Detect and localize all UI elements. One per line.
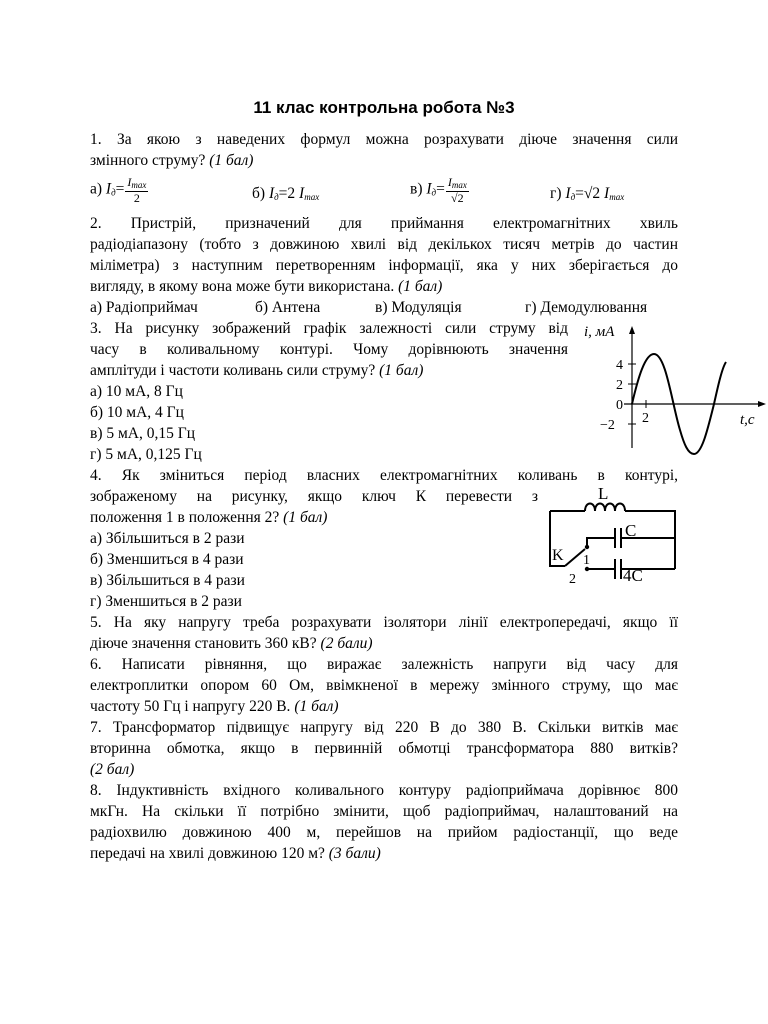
formula-symbol: I: [604, 185, 610, 202]
q6-points: (1 бал): [294, 698, 339, 715]
formula-eq: =: [278, 185, 288, 202]
graph-tick-label-0: 0: [616, 398, 623, 413]
q3-option-b: б) 10 мА, 4 Гц: [90, 404, 184, 421]
q4-points: (1 бал): [283, 509, 328, 526]
graph-x-arrow: [758, 401, 766, 407]
formula-sub: д: [274, 192, 279, 202]
formula-symbol: I: [565, 185, 571, 202]
q2-points: (1 бал): [398, 278, 443, 295]
capacitor-4c-label: 4C: [623, 566, 643, 585]
q5-text: діюче значення становить 360 кВ?: [90, 635, 317, 652]
formula-eq: =: [115, 180, 125, 198]
switch-key-lever: [565, 549, 585, 566]
option-label: в): [410, 180, 423, 198]
option-label: г): [550, 185, 562, 202]
q5-line-2: [90, 633, 373, 654]
formula-eq: =: [575, 185, 584, 202]
q5-line-1: 5. На яку напругу треба розрахувати ізолятори лінії електропередачі, якщо її: [90, 614, 678, 631]
q3-line-2: часу в коливальному контурі. Чому дорівнюють значення: [90, 341, 568, 358]
current-time-graph: [580, 318, 768, 458]
q2-option-b: б) Антена: [255, 299, 321, 316]
formula-coef: 2: [287, 185, 296, 202]
q7-points: (2 бал): [90, 761, 135, 778]
q7-line-2: вторинна обмотка, якщо в первинній обмотці трансформатора 880 витків?: [90, 740, 678, 757]
q8-line-1: 8. Індуктивність вхідного коливального контуру радіоприймача дорівнює 800: [90, 782, 678, 799]
q4-line-3: [90, 507, 327, 528]
q6-line-3: [90, 696, 339, 717]
q3-line-1: 3. На рисунку зображений графік залежності сили струму від: [90, 320, 568, 337]
formula-symbol: I: [299, 185, 305, 202]
inductor-label: L: [598, 486, 609, 503]
q1-option-b: [252, 183, 319, 208]
frac-den: √2: [451, 191, 464, 205]
q2-text: вигляду, в якому вона може бути використана.: [90, 278, 395, 295]
q4-text: положення 1 в положення 2?: [90, 509, 280, 526]
q2-line-2: радіодіапазону (тобто з довжиною хвилі від декількох тисяч метрів до частин: [90, 236, 678, 253]
q1-option-a: [90, 176, 149, 204]
lc-circuit-diagram: [545, 486, 685, 590]
q6-line-1: 6. Написати рівняння, що виражає залежність напруги від часу для: [90, 656, 678, 673]
q6-line-2: електроплитки опором 60 Ом, ввімкненої в мережу змінного струму, що має: [90, 677, 678, 694]
formula-symbol: I: [105, 180, 112, 198]
q1-line-1: 1. За якою з наведених формул можна розрахувати діюче значення сили: [90, 131, 678, 148]
q5-points: (2 бали): [320, 635, 373, 652]
q2-line-1: 2. Пристрій, призначений для приймання електромагнітних хвиль: [90, 215, 678, 232]
q8-line-4: [90, 843, 381, 864]
q8-line-2: мкГн. На скільки її потрібно змінити, щоб радіоприймач, налаштований на: [90, 803, 678, 820]
q4-line-1: 4. Як зміниться період власних електромагнітних коливань в контурі,: [90, 467, 678, 484]
graph-tick-label-m2: −2: [600, 418, 615, 433]
switch-k-label: K: [552, 547, 564, 564]
frac-num-sub: max: [131, 180, 147, 190]
circuit-top-wire-right: [625, 511, 675, 569]
q2-line-3: міліметра) з наступним перетворенням інформації, яка у них зберігається до: [90, 257, 678, 274]
formula-root: √2: [583, 185, 601, 202]
q3-points: (1 бал): [379, 362, 424, 379]
q8-points: (3 бали): [328, 845, 381, 862]
frac-num-sub: max: [451, 180, 467, 190]
formula-sub: д: [111, 187, 116, 198]
branch-c-wire: [587, 538, 615, 547]
formula-symbol: I: [268, 185, 275, 202]
q3-option-d: г) 5 мА, 0,125 Гц: [90, 446, 202, 463]
frac-den: 2: [133, 191, 140, 205]
q6-text: частоту 50 Гц і напругу 220 В.: [90, 698, 291, 715]
q1-line-2: [90, 150, 253, 171]
formula-fraction: [446, 176, 469, 204]
graph-tick-label-x2: 2: [642, 411, 649, 426]
formula-sub: max: [609, 192, 625, 202]
q3-text: амплітуди і частоти коливань сили струму?: [90, 362, 376, 379]
q3-option-c: в) 5 мА, 0,15 Гц: [90, 425, 195, 442]
q4-option-c: в) Збільшиться в 4 рази: [90, 572, 245, 589]
inductor-coil: [585, 504, 625, 512]
q1-points: (1 бал): [209, 152, 254, 169]
q2-option-a: а) Радіоприймач: [90, 299, 198, 316]
formula-fraction: [125, 176, 148, 204]
formula-sub: д: [431, 187, 437, 198]
q3-line-3: [90, 360, 423, 381]
frac-num: I: [127, 175, 132, 189]
formula-eq: =: [436, 180, 445, 198]
graph-y-label: i, мА: [584, 324, 615, 340]
q4-option-b: б) Зменшиться в 4 рази: [90, 551, 244, 568]
q2-line-4: [90, 276, 442, 297]
capacitor-c-label: C: [625, 521, 637, 540]
graph-x-label: t,c: [740, 412, 755, 428]
q1-text: змінного струму?: [90, 152, 206, 169]
switch-pos-1-label: 1: [583, 553, 590, 568]
q4-option-a: а) Збільшиться в 2 рази: [90, 530, 245, 547]
page-title: 11 клас контрольна робота №3: [253, 98, 515, 117]
formula-symbol: I: [426, 180, 432, 198]
formula-sub: д: [570, 192, 576, 202]
graph-tick-label-2: 2: [616, 378, 623, 393]
q4-line-2: зображеному на рисунку, якщо ключ К перевести з: [90, 488, 538, 505]
frac-num: I: [447, 175, 452, 189]
q4-option-d: г) Зменшиться в 2 рази: [90, 593, 242, 610]
formula-sub: max: [304, 192, 320, 202]
q1-option-d: [550, 183, 624, 208]
q8-line-3: радіохвилю довжиною 400 м, перейшов на прийом радіостанції, що веде: [90, 824, 678, 841]
q8-text: передачі на хвилі довжиною 120 м?: [90, 845, 325, 862]
graph-tick-label-4: 4: [616, 358, 623, 373]
graph-y-arrow: [629, 326, 635, 334]
switch-pos-2-label: 2: [569, 572, 576, 587]
q2-option-c: в) Модуляція: [375, 299, 462, 316]
q1-option-c: [410, 176, 470, 204]
q7-line-1: 7. Трансформатор підвищує напругу від 220 В до 380 В. Скільки витків має: [90, 719, 678, 736]
q2-option-d: г) Демодулювання: [525, 299, 648, 316]
option-label: б): [252, 185, 266, 202]
q3-option-a: а) 10 мА, 8 Гц: [90, 383, 183, 400]
option-label: а): [90, 180, 103, 198]
